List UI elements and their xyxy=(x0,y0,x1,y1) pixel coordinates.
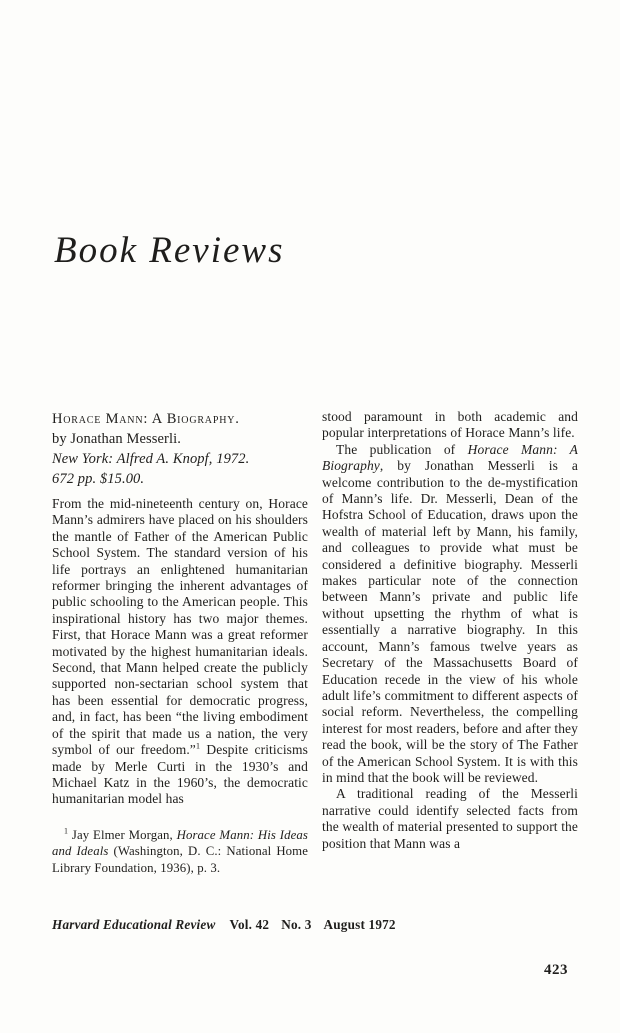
review-columns xyxy=(52,409,578,877)
page-number: 423 xyxy=(544,962,568,978)
footnote: $^1$ Jay Elmer Morgan, Horace Mann: His Ideas and Ideals (Washington, D. C.: National Home Library Foundation, 1936), p. 3. xyxy=(52,826,308,875)
left-column xyxy=(52,409,308,877)
review-paragraph: The publication of Horace Mann: A Biography, by Jonathan Messerli is a welcome contribution to the de-mystification of Mann’s life. Dr. Messerli, Dean of the Hofstra School of Education, draws upon the wealth of material left by Mann, his family, and colleagues to provide what must be considered a definitive biography. Messerli makes particular note of the connection between Mann’s private and public life without upsetting the rhythm of what is essentially a narrative biography. In this account, Mann’s famous twelve years as Secretary of the Massachusetts Board of Education recede in the view of his whole adult life’s commitment to different aspects of social reform. Nevertheless, the compelling interest for most readers, before and after they read the book, will be the story of The Father of the American School System. It is with this in mind that the book will be reviewed. xyxy=(322,441,578,785)
review-paragraph: From the mid-nineteenth century on, Horace Mann’s admirers have placed on his shoulders the mantle of Father of the American Public School System. The standard version of his life portrays an enlightened humanitarian reformer bringing the inherent advantages of public schooling to the American people. This inspirational history has two major themes. First, that Horace Mann was a great reformer motivated by the highest humanitarian ideals. Second, that Mann helped create the publicly supported non-sectarian school system that has been essential for democratic progress, and, in fact, has been “the living embodiment of the spirit that made us a nation, the very symbol of our freedom.”$^1$ Despite criticisms made by Merle Curti in the 1930’s and Michael Katz in the 1960’s, the democratic humanitarian model has xyxy=(52,496,308,807)
journal-name: Harvard Educational Review xyxy=(52,917,216,932)
citation-pages-price: 672 pp. $15.00. xyxy=(52,471,145,487)
issue-label: No. 3 xyxy=(281,917,312,932)
right-column xyxy=(322,409,578,877)
book-citation xyxy=(52,409,308,489)
citation-author: by Jonathan Messerli. xyxy=(52,431,181,447)
review-paragraph: stood paramount in both academic and popular interpretations of Horace Mann’s life. xyxy=(322,409,578,441)
journal-footer xyxy=(52,917,396,933)
date-label: August 1972 xyxy=(323,917,396,932)
review-paragraph: A traditional reading of the Messerli narrative could identify selected facts from the wealth of material presented to support the position that Mann was a xyxy=(322,786,578,851)
volume-label: Vol. 42 xyxy=(229,917,270,932)
citation-publisher: New York: Alfred A. Knopf, 1972. xyxy=(52,451,250,467)
citation-title: Horace Mann: A Biography. xyxy=(52,411,240,427)
page-title: Book Reviews xyxy=(54,230,285,271)
